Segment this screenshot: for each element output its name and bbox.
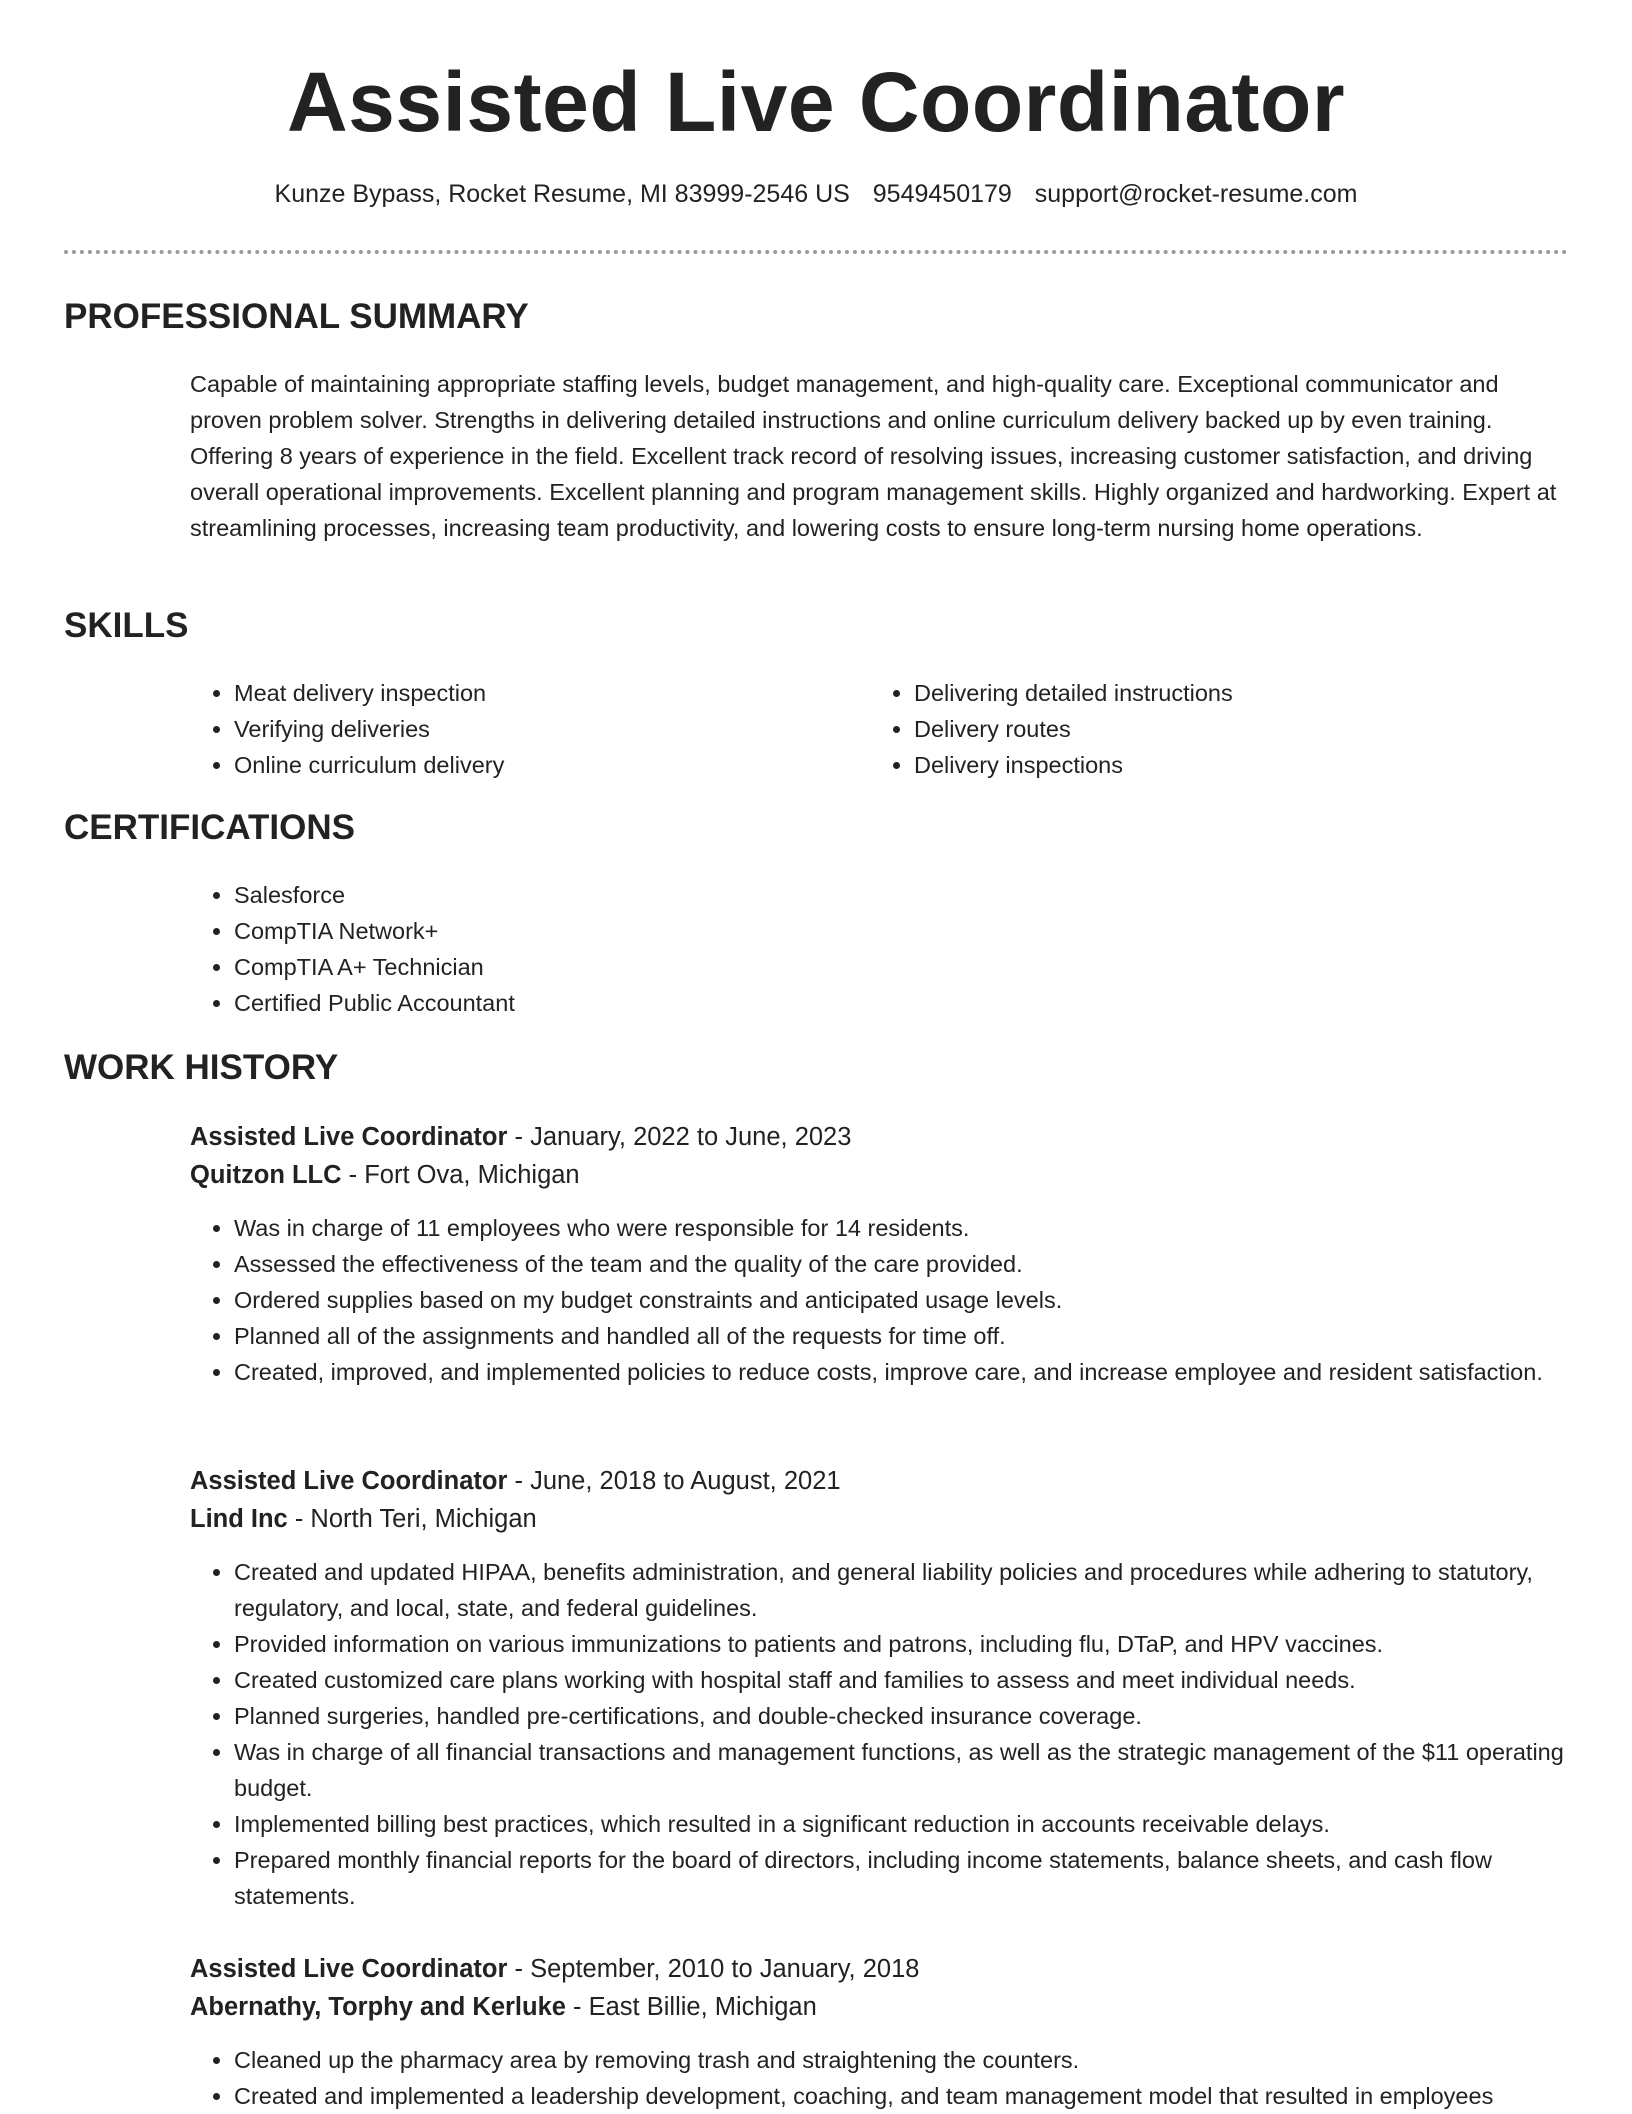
job-company-line — [190, 1988, 1570, 2026]
summary-text: Capable of maintaining appropriate staffing levels, budget management, and high-quality care. Exceptional communicator and proven problem solver. Strengths in delivering detailed instructions and online curriculum delivery backed up by even training. Offering 8 years of experience in the field. Excellent track record of resolving issues, increasing customer satisfaction, and driving overall operational improvements. Excellent planning and program management skills. Highly organized and hardworking. Expert at streamlining processes, increasing team productivity, and lowering costs to ensure long-term nursing home operations. — [190, 371, 1557, 541]
section-title-skills: SKILLS — [64, 606, 189, 645]
skill-item: • Verifying deliveries — [234, 711, 850, 747]
job-location: - Fort Ova, Michigan — [341, 1161, 580, 1189]
job-company: Lind Inc — [190, 1505, 288, 1533]
job-bullets — [190, 2042, 1570, 2114]
job-bullet: • Was in charge of 11 employees who were responsible for 14 residents. — [234, 1210, 1570, 1246]
job-company: Abernathy, Torphy and Kerluke — [190, 1993, 566, 2021]
job-bullet: • Created and updated HIPAA, benefits administration, and general liability policies and procedures while adhering to statutory, regulatory, and local, state, and federal guidelines. — [234, 1554, 1570, 1626]
job-bullet: • Cleaned up the pharmacy area by removing trash and straightening the counters. — [234, 2042, 1570, 2078]
job-bullets — [190, 1554, 1570, 1914]
skill-item: • Online curriculum delivery — [234, 747, 850, 783]
skill-item: • Delivery routes — [914, 711, 1530, 747]
job-company-line — [190, 1500, 1570, 1538]
job-bullet: • Prepared monthly financial reports for the board of directors, including income statements, balance sheets, and cash flow statements. — [234, 1842, 1570, 1914]
job-bullet: • Provided information on various immunizations to patients and patrons, including flu, DTaP, and HPV vaccines. — [234, 1626, 1570, 1662]
job-bullet: • Created customized care plans working with hospital staff and families to assess and meet individual needs. — [234, 1662, 1570, 1698]
job-entry — [190, 1118, 1570, 1390]
job-dates: - January, 2022 to June, 2023 — [507, 1123, 852, 1151]
skill-item: • Meat delivery inspection — [234, 675, 850, 711]
job-bullet: • Planned all of the assignments and handled all of the requests for time off. — [234, 1318, 1570, 1354]
certification-item: • CompTIA Network+ — [234, 913, 1490, 949]
job-location: - East Billie, Michigan — [565, 1993, 817, 2021]
section-title-certifications: CERTIFICATIONS — [64, 808, 356, 847]
candidate-name: Assisted Live Coordinator — [286, 55, 1346, 149]
job-bullet: • Created, improved, and implemented policies to reduce costs, improve care, and increase employee and resident satisfaction. — [234, 1354, 1570, 1390]
job-title-line — [190, 1462, 1570, 1500]
job-location: - North Teri, Michigan — [287, 1505, 537, 1533]
skill-item: • Delivering detailed instructions — [914, 675, 1530, 711]
skills-list-left — [190, 675, 850, 783]
certification-item: • Certified Public Accountant — [234, 985, 1490, 1021]
job-bullet: • Created and implemented a leadership development, coaching, and team management model that resulted in employees — [234, 2078, 1570, 2114]
job-bullet: • Planned surgeries, handled pre-certifications, and double-checked insurance coverage. — [234, 1698, 1570, 1734]
job-bullet: • Was in charge of all financial transactions and management functions, as well as the strategic management of the $11 operating budget. — [234, 1734, 1570, 1806]
job-bullet: • Implemented billing best practices, which resulted in a significant reduction in accounts receivable delays. — [234, 1806, 1570, 1842]
contact-address: Kunze Bypass, Rocket Resume, MI 83999-2546 US — [274, 180, 850, 208]
job-role: Assisted Live Coordinator — [190, 1955, 508, 1983]
certification-item: • Salesforce — [234, 877, 1490, 913]
job-entry — [190, 1950, 1570, 2114]
contact-line — [0, 178, 1632, 211]
certification-item: • CompTIA A+ Technician — [234, 949, 1490, 985]
certifications-list — [190, 877, 1490, 1021]
job-dates: - June, 2018 to August, 2021 — [507, 1467, 841, 1495]
contact-phone: 9549450179 — [872, 180, 1012, 208]
skill-item: • Delivery inspections — [914, 747, 1530, 783]
job-company-line — [190, 1156, 1570, 1194]
job-title-line — [190, 1950, 1570, 1988]
contact-email: support@rocket-resume.com — [1034, 180, 1358, 208]
job-bullet: • Ordered supplies based on my budget constraints and anticipated usage levels. — [234, 1282, 1570, 1318]
job-bullets — [190, 1210, 1570, 1390]
skills-list-right — [870, 675, 1530, 783]
job-entry — [190, 1462, 1570, 1914]
header-divider — [64, 250, 1568, 254]
section-title-summary: PROFESSIONAL SUMMARY — [64, 297, 529, 336]
job-dates: - September, 2010 to January, 2018 — [507, 1955, 920, 1983]
job-title-line — [190, 1118, 1570, 1156]
job-company: Quitzon LLC — [190, 1161, 342, 1189]
job-bullet: • Assessed the effectiveness of the team and the quality of the care provided. — [234, 1246, 1570, 1282]
section-title-work-history: WORK HISTORY — [64, 1048, 339, 1087]
job-role: Assisted Live Coordinator — [190, 1123, 508, 1151]
job-role: Assisted Live Coordinator — [190, 1467, 508, 1495]
